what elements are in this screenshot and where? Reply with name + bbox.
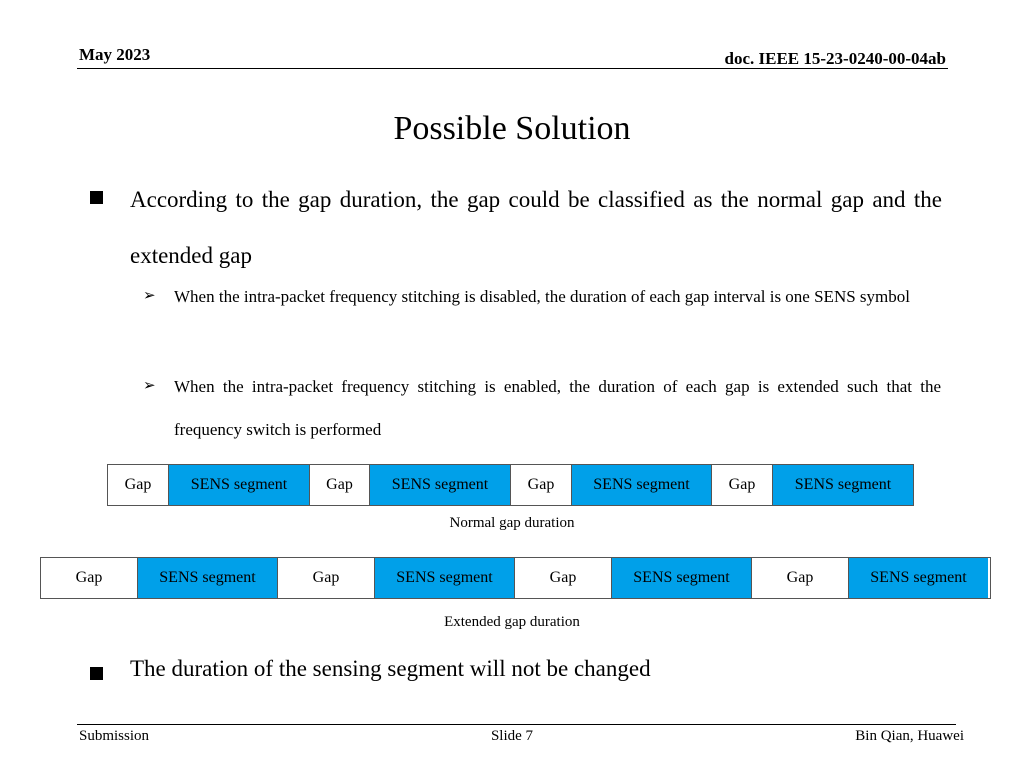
header-doc-id: doc. IEEE 15-23-0240-00-04ab [724, 49, 946, 68]
gap-cell: Gap [108, 465, 169, 505]
gap-cell: Gap [310, 465, 370, 505]
bullet-text: According to the gap duration, the gap could be classified as the normal gap and the extended gap [130, 187, 942, 268]
gap-cell: Gap [278, 558, 375, 598]
gap-cell: Gap [511, 465, 572, 505]
arrow-bullet-icon: ➢ [143, 378, 156, 394]
gap-cell: Gap [712, 465, 773, 505]
footer-author: Bin Qian, Huawei [855, 728, 964, 744]
extended-gap-caption: Extended gap duration [444, 614, 580, 630]
header-date: May 2023 [79, 45, 151, 64]
arrow-bullet-icon: ➢ [143, 288, 156, 304]
sens-segment-cell: SENS segment [612, 558, 752, 598]
gap-cell: Gap [752, 558, 849, 598]
slide-title: Possible Solution [393, 110, 631, 147]
sens-segment-cell: SENS segment [138, 558, 278, 598]
extended-gap-diagram [40, 557, 991, 599]
bullet-text: The duration of the sensing segment will not be changed [130, 656, 651, 681]
footer-slide-number: Slide 7 [490, 728, 534, 744]
footer-divider [77, 724, 956, 725]
sens-segment-cell: SENS segment [849, 558, 988, 598]
bullet-item [90, 172, 942, 284]
subbullet-text: When the intra-packet frequency stitching is enabled, the duration of each gap is extended such that the frequency switch is performed [174, 377, 941, 439]
gap-cell: Gap [515, 558, 612, 598]
header-divider [77, 68, 948, 69]
gap-cell: Gap [41, 558, 138, 598]
square-bullet-icon [90, 191, 103, 204]
normal-gap-diagram [107, 464, 914, 506]
sens-segment-cell: SENS segment [169, 465, 310, 505]
bullet-item [90, 656, 651, 682]
sens-segment-cell: SENS segment [572, 465, 712, 505]
footer-submission: Submission [79, 728, 150, 744]
normal-gap-caption: Normal gap duration [449, 515, 575, 531]
sens-segment-cell: SENS segment [773, 465, 913, 505]
sens-segment-cell: SENS segment [375, 558, 515, 598]
square-bullet-icon [90, 667, 103, 680]
subbullet-text: When the intra-packet frequency stitching is disabled, the duration of each gap interval is one SENS symbol [174, 287, 910, 306]
sens-segment-cell: SENS segment [370, 465, 511, 505]
subbullet-item [143, 365, 941, 451]
subbullet-item [143, 275, 941, 318]
